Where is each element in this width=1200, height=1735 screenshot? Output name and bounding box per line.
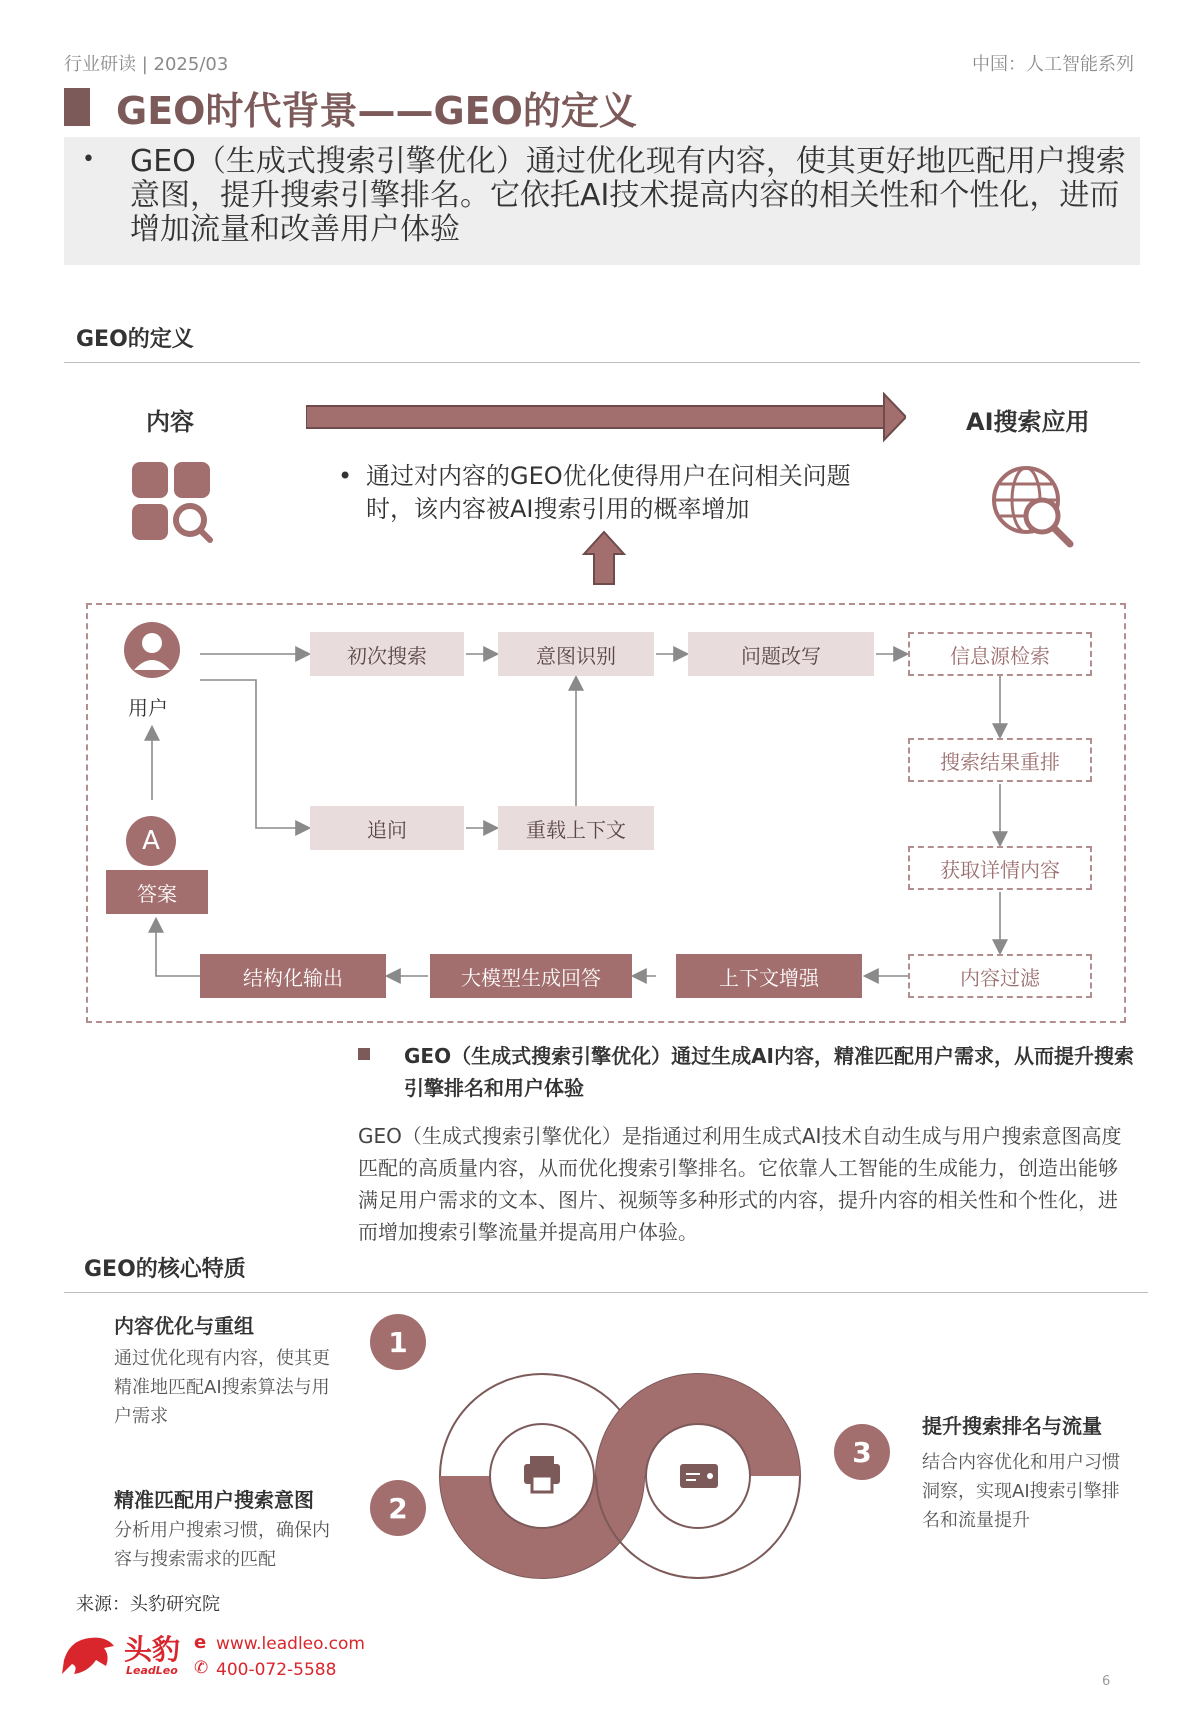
content-label: 内容 [146,408,194,436]
feature-2-desc: 分析用户搜索习惯，确保内容与搜索需求的匹配 [114,1520,330,1570]
user-avatar-icon [122,620,182,680]
content-filter-box: 内容过滤 [908,954,1092,998]
feature-2-title: 精准匹配用户搜索意图 [114,1488,314,1512]
interlocking-rings-graphic [424,1352,816,1596]
source-text: 来源：头豹研究院 [76,1594,220,1615]
feature-2-number: 2 [370,1480,426,1536]
user-label: 用户 [128,696,168,720]
definition-note: 通过对内容的GEO优化使得用户在问相关问题时，该内容被AI搜索引用的概率增加 [366,462,851,523]
logo-cn: 头豹 [124,1633,181,1666]
answer-badge-icon: A [126,816,176,866]
context-enhance-box: 上下文增强 [676,954,862,998]
page-title: GEO时代背景——GEO的定义 [116,89,637,133]
feature-3-title: 提升搜索排名与流量 [922,1414,1102,1438]
result-rerank-box: 搜索结果重排 [908,738,1092,782]
section-title-definition: GEO的定义 [76,327,194,352]
square-bullet-icon [358,1048,370,1060]
card-device-icon [680,1464,718,1488]
footer-website[interactable]: www.leadleo.com [216,1634,365,1654]
phone-icon: ✆ [194,1658,209,1678]
feature-1-desc: 通过优化现有内容，使其更精准地匹配AI搜索算法与用户需求 [114,1348,330,1427]
source-retrieval-box: 信息源检索 [908,632,1092,676]
callout-heading: GEO（生成式搜索引擎优化）通过生成AI内容，精准匹配用户需求，从而提升搜索引擎排名和用户体验 [404,1044,1134,1100]
fetch-detail-box: 获取详情内容 [908,846,1092,890]
section-divider-2 [64,1292,1148,1293]
feature-3-desc: 结合内容优化和用户习惯洞察，实现AI搜索引擎排名和流量提升 [922,1452,1120,1531]
footer-phone: 400-072-5588 [216,1660,337,1680]
leopard-logo-icon [60,1630,116,1678]
logo-en: LeadLeo [126,1664,178,1677]
feature-3-number: 3 [834,1424,890,1480]
structured-output-box: 结构化输出 [200,954,386,998]
page-number: 6 [1102,1674,1111,1689]
feature-1-number: 1 [370,1314,426,1370]
reload-context-box: 重载上下文 [498,806,654,850]
intent-recognition-box: 意图识别 [498,632,654,676]
bullet-icon: • [82,147,95,172]
callout-body: GEO（生成式搜索引擎优化）是指通过利用生成式AI技术自动生成与用户搜索意图高度匹配的高质量内容，从而优化搜索引擎排名。它依靠人工智能的生成能力，创造出能够满足用户需求的文本、图片、视频等多种形式的内容，提升内容的相关性和个性化，进而增加搜索引擎流量并提高用户体验。 [358,1124,1122,1244]
summary-text: GEO（生成式搜索引擎优化）通过优化现有内容，使其更好地匹配用户搜索意图，提升搜索引擎排名。它依托AI技术提高内容的相关性和个性化，进而增加流量和改善用户体验 [130,144,1126,247]
note-bullet-icon: • [338,462,353,490]
question-rewrite-box: 问题改写 [688,632,874,676]
ai-search-label: AI搜索应用 [966,408,1090,436]
followup-box: 追问 [310,806,464,850]
feature-1-title: 内容优化与重组 [114,1314,254,1338]
answer-box: 答案 [106,870,208,914]
initial-search-box: 初次搜索 [310,632,464,676]
header-right: 中国：人工智能系列 [972,54,1134,75]
web-icon: e [194,1632,207,1653]
header-left: 行业研读 | 2025/03 [64,54,229,75]
section-title-features: GEO的核心特质 [84,1257,246,1282]
llm-answer-box: 大模型生成回答 [430,954,632,998]
